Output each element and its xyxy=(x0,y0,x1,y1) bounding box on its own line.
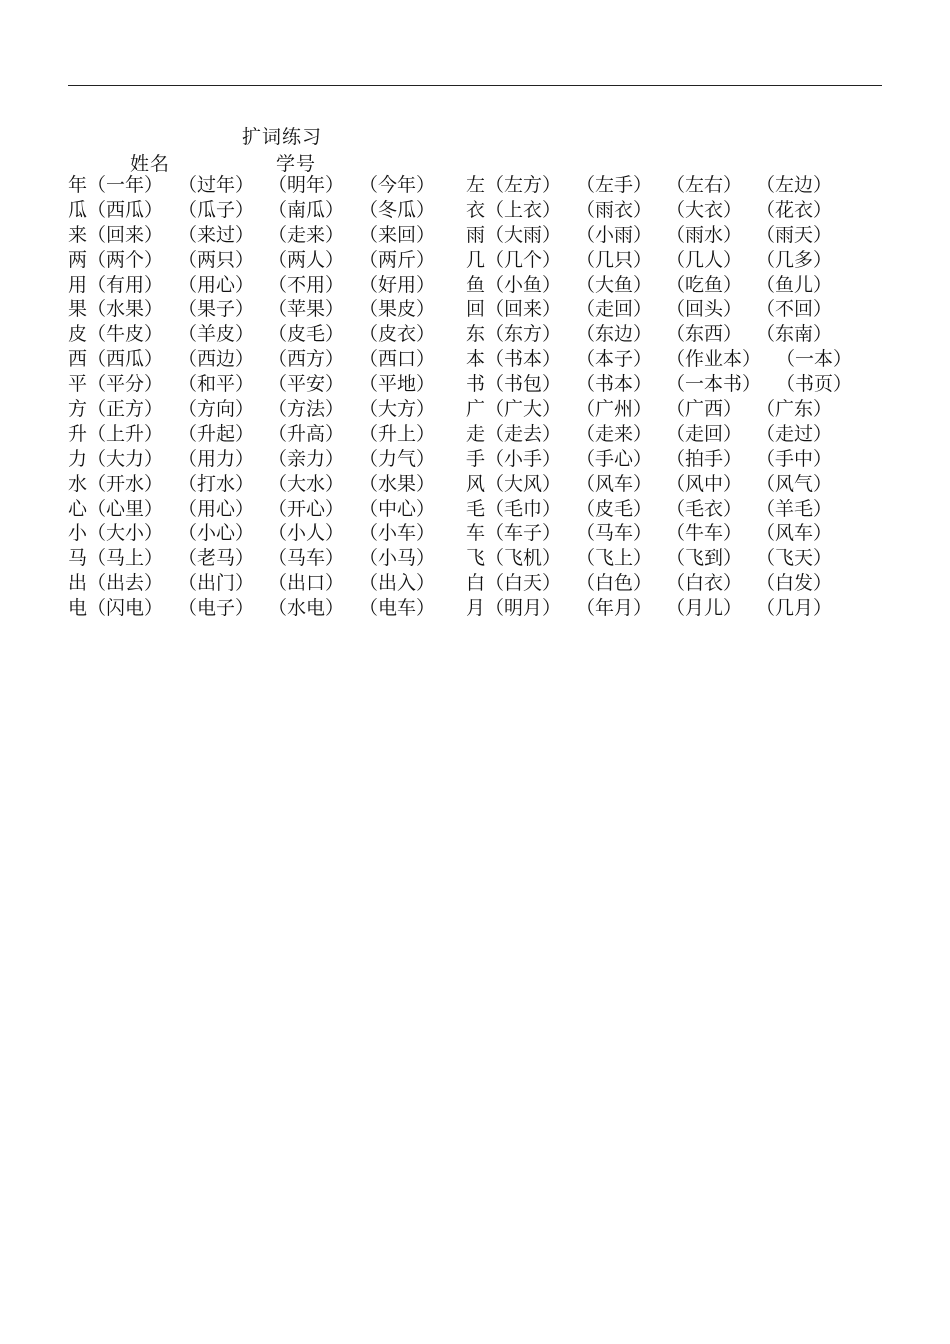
table-row xyxy=(68,297,882,322)
head-character: 月 xyxy=(466,597,486,620)
word-cell: （白发） xyxy=(756,572,833,595)
word-cell: （大雨） xyxy=(485,223,562,246)
head-character: 东 xyxy=(466,323,486,346)
word-cell: （出去） xyxy=(87,572,164,595)
word-cell: （果子） xyxy=(178,298,255,321)
head-character: 用 xyxy=(68,273,88,296)
table-row xyxy=(68,596,882,621)
word-cell: （过年） xyxy=(178,174,255,196)
word-cell: （雨水） xyxy=(666,223,743,246)
table-row xyxy=(68,273,882,298)
word-cell: （小鱼） xyxy=(485,273,562,296)
head-character: 年 xyxy=(68,174,88,196)
head-character: 回 xyxy=(466,298,486,321)
head-character: 来 xyxy=(68,223,88,246)
word-cell: （一本） xyxy=(776,348,853,371)
word-cell: （皮毛） xyxy=(268,323,345,346)
word-cell: （开心） xyxy=(268,497,345,520)
word-cell: （马车） xyxy=(268,547,345,570)
word-cell: （作业本） xyxy=(666,348,762,371)
word-cell: （广大） xyxy=(485,398,562,421)
head-character: 书 xyxy=(466,373,486,396)
word-cell: （风气） xyxy=(756,472,833,495)
word-cell: （好用） xyxy=(359,273,436,296)
word-cell: （苹果） xyxy=(268,298,345,321)
word-cell: （大衣） xyxy=(666,198,743,221)
word-cell: （大方） xyxy=(359,398,436,421)
word-cell: （鱼儿） xyxy=(756,273,833,296)
word-cell: （亲力） xyxy=(268,447,345,470)
word-cell: （闪电） xyxy=(87,597,164,620)
word-cell: （上衣） xyxy=(485,198,562,221)
word-cell: （羊毛） xyxy=(756,497,833,520)
word-cell: （飞上） xyxy=(576,547,653,570)
word-cell: （回来） xyxy=(485,298,562,321)
word-cell: （平安） xyxy=(268,373,345,396)
word-cell: （西口） xyxy=(359,348,436,371)
word-cell: （和平） xyxy=(178,373,255,396)
word-cell: （左边） xyxy=(756,174,833,196)
word-cell: （今年） xyxy=(359,174,436,196)
word-cell: （出口） xyxy=(268,572,345,595)
word-expansion-table xyxy=(68,173,882,621)
word-cell: （马上） xyxy=(87,547,164,570)
word-cell: （花衣） xyxy=(756,198,833,221)
word-cell: （大鱼） xyxy=(576,273,653,296)
head-character: 马 xyxy=(68,547,88,570)
word-cell: （小手） xyxy=(485,447,562,470)
word-cell: （飞机） xyxy=(485,547,562,570)
word-cell: （两人） xyxy=(268,248,345,271)
word-cell: （开水） xyxy=(87,472,164,495)
head-character: 本 xyxy=(466,348,486,371)
word-cell: （水电） xyxy=(268,597,345,620)
word-cell: （走回） xyxy=(666,422,743,445)
word-cell: （手心） xyxy=(576,447,653,470)
word-cell: （小雨） xyxy=(576,223,653,246)
word-cell: （电车） xyxy=(359,597,436,620)
word-cell: （几月） xyxy=(756,597,833,620)
table-row xyxy=(68,322,882,347)
head-character: 风 xyxy=(466,472,486,495)
word-cell: （打水） xyxy=(178,472,255,495)
word-cell: （手中） xyxy=(756,447,833,470)
head-character: 衣 xyxy=(466,198,486,221)
word-cell: （大水） xyxy=(268,472,345,495)
word-cell: （出门） xyxy=(178,572,255,595)
table-row xyxy=(68,173,882,198)
table-row xyxy=(68,248,882,273)
head-character: 平 xyxy=(68,373,88,396)
word-cell: （雨衣） xyxy=(576,198,653,221)
word-cell: （皮衣） xyxy=(359,323,436,346)
word-cell: （用心） xyxy=(178,497,255,520)
word-cell: （正方） xyxy=(87,398,164,421)
head-character: 小 xyxy=(68,522,88,545)
word-cell: （左方） xyxy=(485,174,562,196)
word-cell: （一年） xyxy=(87,174,164,196)
head-character: 力 xyxy=(68,447,88,470)
word-cell: （平分） xyxy=(87,373,164,396)
word-cell: （左手） xyxy=(576,174,653,196)
word-cell: （中心） xyxy=(359,497,436,520)
word-cell: （毛巾） xyxy=(485,497,562,520)
word-cell: （几多） xyxy=(756,248,833,271)
head-character: 出 xyxy=(68,572,88,595)
word-cell: （牛车） xyxy=(666,522,743,545)
table-row xyxy=(68,472,882,497)
name-label: 姓名 xyxy=(130,153,171,175)
head-character: 果 xyxy=(68,298,88,321)
word-cell: （本子） xyxy=(576,348,653,371)
head-character: 心 xyxy=(68,497,88,520)
head-character: 方 xyxy=(68,398,88,421)
word-cell: （两个） xyxy=(87,248,164,271)
word-cell: （小马） xyxy=(359,547,436,570)
word-cell: （心里） xyxy=(87,497,164,520)
table-row xyxy=(68,571,882,596)
word-cell: （小人） xyxy=(268,522,345,545)
word-cell: （毛衣） xyxy=(666,497,743,520)
table-row xyxy=(68,422,882,447)
word-cell: （东方） xyxy=(485,323,562,346)
word-cell: （皮毛） xyxy=(576,497,653,520)
student-id-label: 学号 xyxy=(276,153,317,175)
word-cell: （瓜子） xyxy=(178,198,255,221)
word-cell: （西瓜） xyxy=(87,348,164,371)
word-cell: （走来） xyxy=(268,223,345,246)
head-character: 水 xyxy=(68,472,88,495)
word-cell: （广西） xyxy=(666,398,743,421)
word-cell: （白色） xyxy=(576,572,653,595)
word-cell: （有用） xyxy=(87,273,164,296)
head-character: 广 xyxy=(466,398,486,421)
word-cell: （几只） xyxy=(576,248,653,271)
word-cell: （白衣） xyxy=(666,572,743,595)
word-cell: （雨天） xyxy=(756,223,833,246)
head-character: 升 xyxy=(68,422,88,445)
word-cell: （大小） xyxy=(87,522,164,545)
word-cell: （马车） xyxy=(576,522,653,545)
word-cell: （风车） xyxy=(576,472,653,495)
word-cell: （来回） xyxy=(359,223,436,246)
word-cell: （广州） xyxy=(576,398,653,421)
word-cell: （月儿） xyxy=(666,597,743,620)
word-cell: （用心） xyxy=(178,273,255,296)
word-cell: （上升） xyxy=(87,422,164,445)
word-cell: （明年） xyxy=(268,174,345,196)
table-row xyxy=(68,447,882,472)
word-cell: （出入） xyxy=(359,572,436,595)
word-cell: （果皮） xyxy=(359,298,436,321)
word-cell: （广东） xyxy=(756,398,833,421)
word-cell: （升上） xyxy=(359,422,436,445)
word-cell: （来过） xyxy=(178,223,255,246)
word-cell: （书本） xyxy=(485,348,562,371)
word-cell: （大风） xyxy=(485,472,562,495)
head-character: 左 xyxy=(466,174,486,196)
header-rule xyxy=(68,85,882,86)
word-cell: （水果） xyxy=(87,298,164,321)
word-cell: （吃鱼） xyxy=(666,273,743,296)
word-cell: （南瓜） xyxy=(268,198,345,221)
word-cell: （几人） xyxy=(666,248,743,271)
word-cell: （东西） xyxy=(666,323,743,346)
word-cell: （年月） xyxy=(576,597,653,620)
word-cell: （两只） xyxy=(178,248,255,271)
word-cell: （白天） xyxy=(485,572,562,595)
word-cell: （飞到） xyxy=(666,547,743,570)
word-cell: （老马） xyxy=(178,547,255,570)
word-cell: （平地） xyxy=(359,373,436,396)
word-cell: （两斤） xyxy=(359,248,436,271)
table-row xyxy=(68,372,882,397)
word-cell: （飞天） xyxy=(756,547,833,570)
word-cell: （冬瓜） xyxy=(359,198,436,221)
word-cell: （书本） xyxy=(576,373,653,396)
word-cell: （小心） xyxy=(178,522,255,545)
table-row xyxy=(68,497,882,522)
head-character: 皮 xyxy=(68,323,88,346)
head-character: 电 xyxy=(68,597,88,620)
word-cell: （西方） xyxy=(268,348,345,371)
word-cell: （东边） xyxy=(576,323,653,346)
table-row xyxy=(68,223,882,248)
word-cell: （一本书） xyxy=(666,373,762,396)
word-cell: （风车） xyxy=(756,522,833,545)
table-row xyxy=(68,546,882,571)
head-character: 瓜 xyxy=(68,198,88,221)
head-character: 走 xyxy=(466,422,486,445)
head-character: 几 xyxy=(466,248,486,271)
word-cell: （方法） xyxy=(268,398,345,421)
word-cell: （用力） xyxy=(178,447,255,470)
word-cell: （电子） xyxy=(178,597,255,620)
word-cell: （羊皮） xyxy=(178,323,255,346)
word-cell: （西瓜） xyxy=(87,198,164,221)
word-cell: （升起） xyxy=(178,422,255,445)
word-cell: （走来） xyxy=(576,422,653,445)
word-cell: （东南） xyxy=(756,323,833,346)
table-row xyxy=(68,347,882,372)
table-row xyxy=(68,397,882,422)
word-cell: （走回） xyxy=(576,298,653,321)
head-character: 车 xyxy=(466,522,486,545)
page-title: 扩词练习 xyxy=(242,126,323,148)
word-cell: （风中） xyxy=(666,472,743,495)
word-cell: （书页） xyxy=(776,373,853,396)
head-character: 毛 xyxy=(466,497,486,520)
word-cell: （回头） xyxy=(666,298,743,321)
word-cell: （拍手） xyxy=(666,447,743,470)
head-character: 鱼 xyxy=(466,273,486,296)
word-cell: （回来） xyxy=(87,223,164,246)
word-cell: （力气） xyxy=(359,447,436,470)
word-cell: （左右） xyxy=(666,174,743,196)
word-cell: （车子） xyxy=(485,522,562,545)
head-character: 手 xyxy=(466,447,486,470)
head-character: 飞 xyxy=(466,547,486,570)
word-cell: （不用） xyxy=(268,273,345,296)
word-cell: （小车） xyxy=(359,522,436,545)
word-cell: （升高） xyxy=(268,422,345,445)
head-character: 西 xyxy=(68,348,88,371)
word-cell: （西边） xyxy=(178,348,255,371)
word-cell: （几个） xyxy=(485,248,562,271)
table-row xyxy=(68,521,882,546)
word-cell: （书包） xyxy=(485,373,562,396)
head-character: 雨 xyxy=(466,223,486,246)
word-cell: （水果） xyxy=(359,472,436,495)
head-character: 白 xyxy=(466,572,486,595)
word-cell: （不回） xyxy=(756,298,833,321)
word-cell: （牛皮） xyxy=(87,323,164,346)
table-row xyxy=(68,198,882,223)
word-cell: （大力） xyxy=(87,447,164,470)
word-cell: （走去） xyxy=(485,422,562,445)
word-cell: （走过） xyxy=(756,422,833,445)
word-cell: （明月） xyxy=(485,597,562,620)
head-character: 两 xyxy=(68,248,88,271)
word-cell: （方向） xyxy=(178,398,255,421)
